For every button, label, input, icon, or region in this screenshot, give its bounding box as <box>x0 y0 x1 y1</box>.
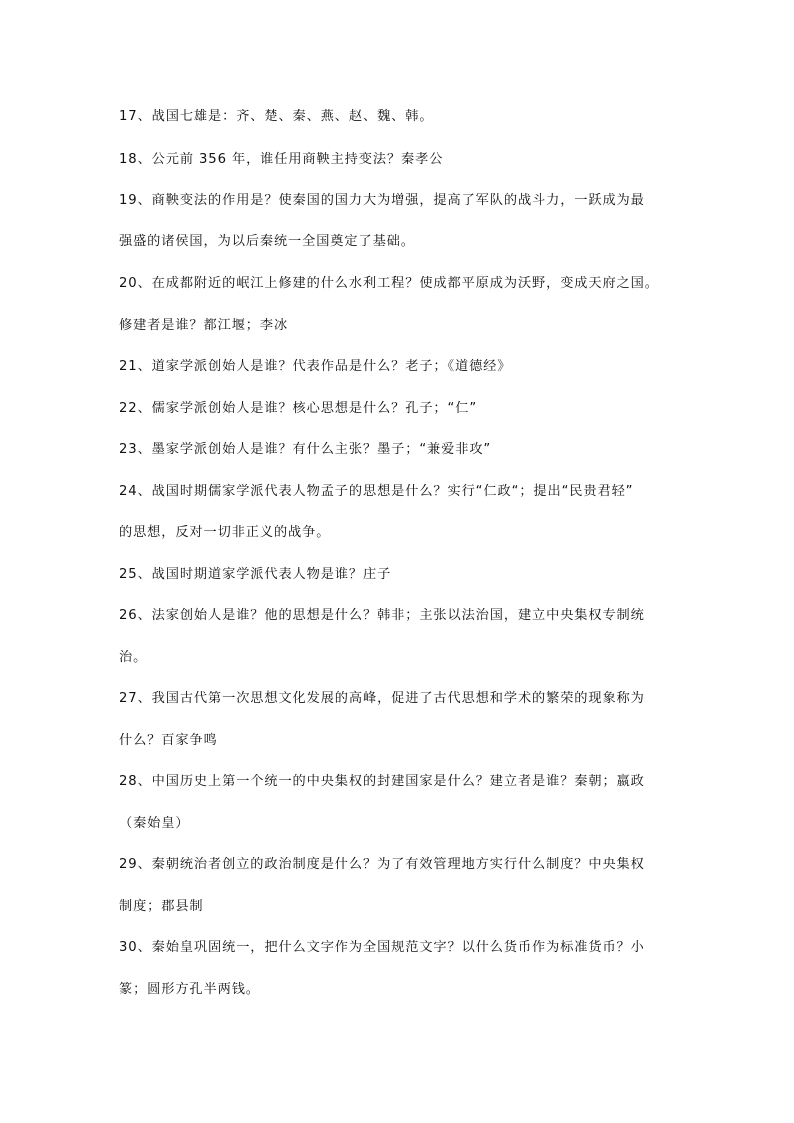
text-line: 27、我国古代第一次思想文化发展的高峰，促进了古代思想和学术的繁荣的现象称为 <box>119 691 645 706</box>
text-line: 23、墨家学派创始人是谁？有什么主张？墨子；“兼爱非攻” <box>119 442 492 457</box>
text-line: 22、儒家学派创始人是谁？核心思想是什么？孔子；“仁” <box>119 401 478 416</box>
text-line: 26、法家创始人是谁？他的思想是什么？韩非；主张以法治国，建立中央集权专制统 <box>119 608 645 623</box>
text-line: 什么？百家争鸣 <box>119 733 218 748</box>
text-line: 25、战国时期道家学派代表人物是谁？庄子 <box>119 567 392 582</box>
text-line: 强盛的诸侯国，为以后秦统一全国奠定了基础。 <box>119 234 415 249</box>
text-line: 20、在成都附近的岷江上修建的什么水利工程？使成都平原成为沃野，变成天府之国。 <box>119 276 659 291</box>
text-line: 28、中国历史上第一个统一的中央集权的封建国家是什么？建立者是谁？秦朝；嬴政 <box>119 774 645 789</box>
text-line: 的思想，反对一切非正义的战争。 <box>119 525 331 540</box>
text-line: 制度；郡县制 <box>119 899 204 914</box>
text-line: 治。 <box>119 650 148 665</box>
text-line: （秦始皇） <box>119 816 190 831</box>
text-line: 17、战国七雄是：齐、楚、秦、燕、赵、魏、韩。 <box>119 109 434 124</box>
text-line: 30、秦始皇巩固统一，把什么文字作为全国规范文字？以什么货币作为标准货币？小 <box>119 940 645 955</box>
text-line: 19、商鞅变法的作用是？使秦国的国力大为增强，提高了军队的战斗力，一跃成为最 <box>119 193 645 208</box>
text-line: 修建者是谁？都江堰；李冰 <box>119 318 289 333</box>
text-line: 18、公元前 356 年，谁任用商鞅主持变法？秦孝公 <box>119 152 444 167</box>
text-line: 篆；圆形方孔半两钱。 <box>119 982 260 997</box>
text-line: 24、战国时期儒家学派代表人物孟子的思想是什么？实行“仁政“；提出“民贵君轻” <box>119 484 634 499</box>
text-line: 21、道家学派创始人是谁？代表作品是什么？老子；《道德经》 <box>119 359 512 374</box>
text-line: 29、秦朝统治者创立的政治制度是什么？为了有效管理地方实行什么制度？中央集权 <box>119 857 645 872</box>
